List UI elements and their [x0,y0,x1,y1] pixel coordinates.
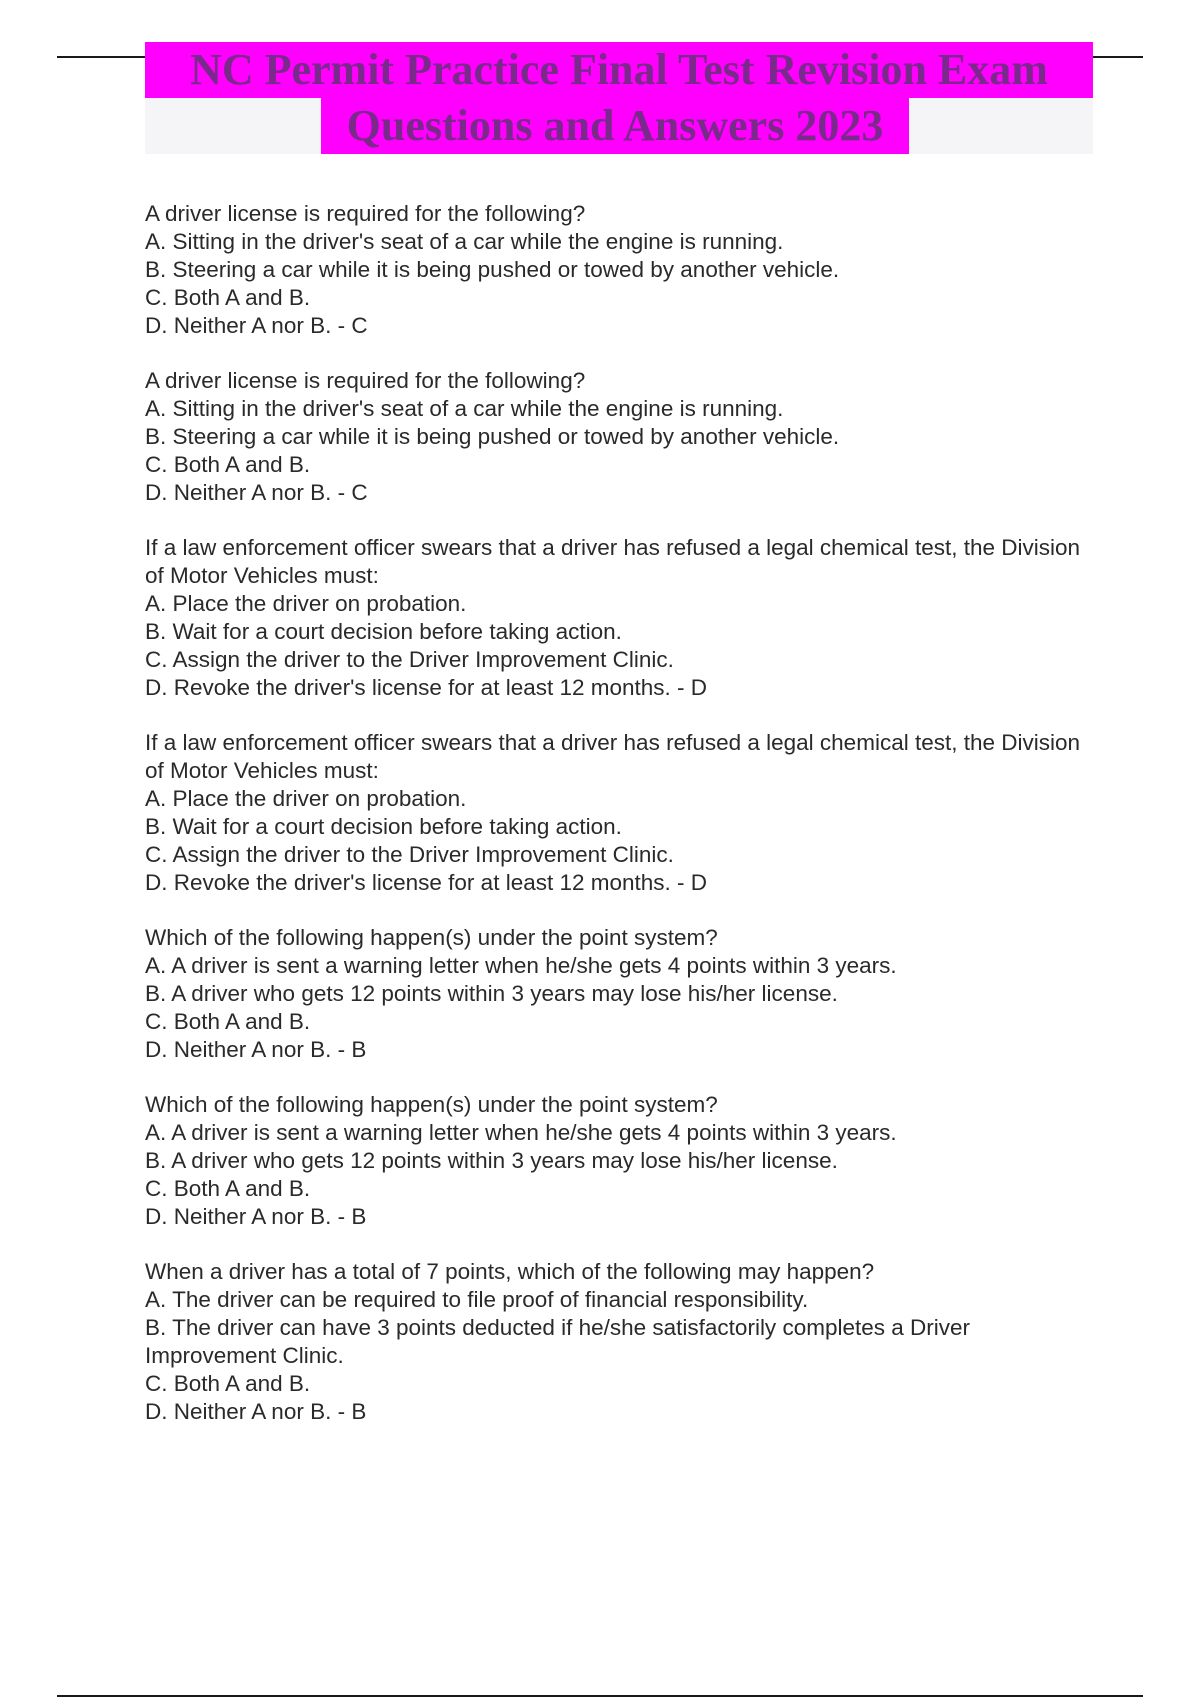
question-text: Which of the following happen(s) under the point system? [145,925,718,950]
option-b: B. Wait for a court decision before taking action. [145,814,622,839]
question-block [145,534,1105,702]
option-d-with-answer: D. Neither A nor B. - C [145,313,368,338]
option-c: C. Both A and B. [145,452,311,477]
option-c: C. Both A and B. [145,1176,311,1201]
option-c: C. Both A and B. [145,285,311,310]
question-text: A driver license is required for the following? [145,368,586,393]
option-b: B. A driver who gets 12 points within 3 years may lose his/her license. [145,981,838,1006]
option-c: C. Both A and B. [145,1371,311,1396]
option-d-with-answer: D. Revoke the driver's license for at least 12 months. - D [145,870,708,895]
document-title [145,42,1093,154]
option-c: C. Assign the driver to the Driver Improvement Clinic. [145,842,674,867]
option-d-with-answer: D. Neither A nor B. - C [145,480,368,505]
question-list [145,200,1105,1453]
question-block [145,1258,1105,1426]
option-c: C. Both A and B. [145,1009,311,1034]
option-c: C. Assign the driver to the Driver Improvement Clinic. [145,647,674,672]
option-b: B. A driver who gets 12 points within 3 years may lose his/her license. [145,1148,838,1173]
option-b: B. Steering a car while it is being pushed or towed by another vehicle. [145,424,840,449]
question-block [145,1091,1105,1231]
option-d-with-answer: D. Neither A nor B. - B [145,1399,367,1424]
question-block [145,729,1105,897]
question-text: Which of the following happen(s) under the point system? [145,1092,718,1117]
question-block [145,200,1105,340]
question-text: If a law enforcement officer swears that a driver has refused a legal chemical test, the Division of Motor Vehicles must: [145,730,1081,783]
question-text: If a law enforcement officer swears that a driver has refused a legal chemical test, the Division of Motor Vehicles must: [145,535,1081,588]
option-a: A. Sitting in the driver's seat of a car while the engine is running. [145,229,784,254]
question-text: A driver license is required for the following? [145,201,586,226]
question-block [145,367,1105,507]
option-d-with-answer: D. Neither A nor B. - B [145,1037,367,1062]
option-a: A. The driver can be required to file proof of financial responsibility. [145,1287,809,1312]
option-b: B. Steering a car while it is being pushed or towed by another vehicle. [145,257,840,282]
option-a: A. A driver is sent a warning letter when he/she gets 4 points within 3 years. [145,1120,897,1145]
title-line-1: NC Permit Practice Final Test Revision Exam [145,42,1093,98]
option-a: A. Place the driver on probation. [145,591,467,616]
title-line-2: Questions and Answers 2023 [321,98,909,154]
bottom-divider [57,1695,1143,1697]
option-a: A. Place the driver on probation. [145,786,467,811]
question-block [145,924,1105,1064]
option-a: A. Sitting in the driver's seat of a car while the engine is running. [145,396,784,421]
option-a: A. A driver is sent a warning letter when he/she gets 4 points within 3 years. [145,953,897,978]
option-d-with-answer: D. Neither A nor B. - B [145,1204,367,1229]
question-text: When a driver has a total of 7 points, which of the following may happen? [145,1259,875,1284]
option-b: B. Wait for a court decision before taking action. [145,619,622,644]
option-b: B. The driver can have 3 points deducted if he/she satisfactorily completes a Driver Improvement Clinic. [145,1315,970,1368]
option-d-with-answer: D. Revoke the driver's license for at least 12 months. - D [145,675,708,700]
